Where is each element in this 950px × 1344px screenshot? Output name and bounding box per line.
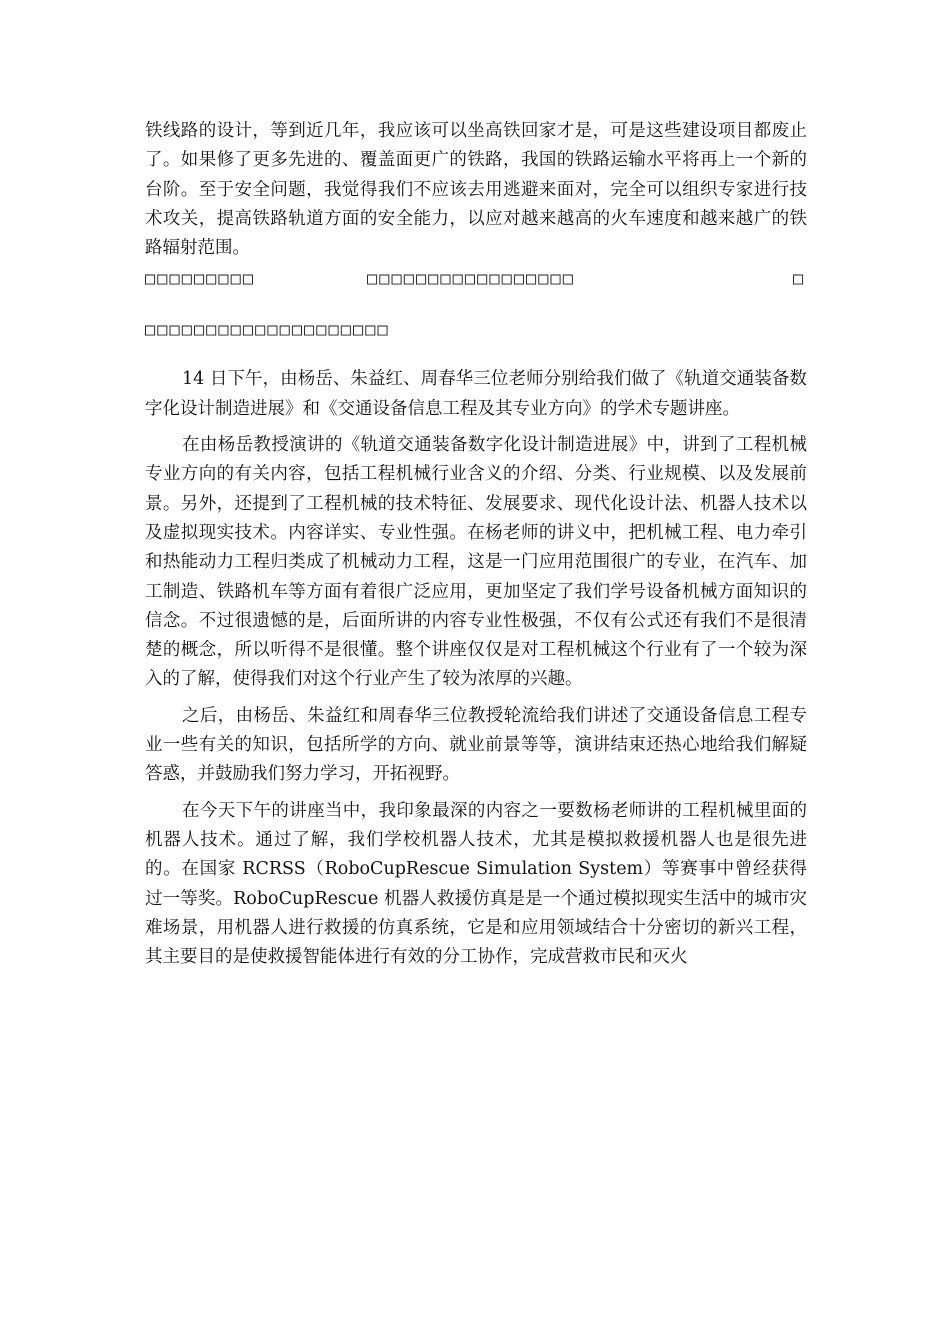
garbled-text: □□□□□□□□□□□□□□□□□□□□ xyxy=(145,320,390,341)
garbled-text: □□□□□□□□□□□□□□□□□ xyxy=(367,269,575,290)
paragraph-lecture-intro: 14 日下午，由杨岳、朱益红、周春华三位老师分别给我们做了《轨道交通装备数字化设计制造进展》和《交通设备信息工程及其专业方向》的学术专题讲座。 xyxy=(145,369,807,419)
paragraph-lecture-content: 在由杨岳教授演讲的《轨道交通装备数字化设计制造进展》中，讲到了工程机械专业方向的有关内容，包括工程机械行业含义的介绍、分类、行业规模、以及发展前景。另外，还提到了工程机械的技术特征、发展要求、现代化设计法、机器人技术以及虚拟现实技术。内容详实、专业性强。在杨老师的讲义中，把机械工程、电力牵引和热能动力工程归类成了机械动力工程，这是一门应用范围很广的专业，在汽车、加工制造、铁路机车等方面有着很广泛应用，更加坚定了我们学号设备机械方面知识的信念。不过很遗憾的是，后面所讲的内容专业性极强，不仅有公式还有我们不是很清楚的概念，所以听得不是很懂。整个讲座仅仅是对工程机械这个行业有了一个较为深入的了解，使得我们对这个行业产生了较为浓厚的兴趣。 xyxy=(145,435,807,690)
paragraph-lecture-followup: 之后，由杨岳、朱益红和周春华三位教授轮流给我们讲述了交通设备信息工程专业一些有关的知识，包括所学的方向、就业前景等等，演讲结束还热心地给我们解疑答惑，并鼓励我们努力学习，开拓视野。 xyxy=(145,705,807,785)
document-page xyxy=(145,117,807,972)
garbled-text: □□□□□□□□□ xyxy=(145,269,256,290)
garbled-heading xyxy=(145,269,807,359)
paragraph-railway-continuation: 铁线路的设计，等到近几年，我应该可以坐高铁回家才是，可是这些建设项目都废止了。如果修了更多先进的、覆盖面更广的铁路，我国的铁路运输水平将再上一个新的台阶。至于安全问题，我觉得我们不应该去用逃避来面对，完全可以组织专家进行技术攻关，提高铁路轨道方面的安全能力，以应对越来越高的火车速度和越来越广的铁路辐射范围。 xyxy=(145,121,807,259)
garbled-text: □ xyxy=(793,269,806,290)
paragraph-robot-technology: 在今天下午的讲座当中，我印象最深的内容之一要数杨老师讲的工程机械里面的机器人技术。通过了解，我们学校机器人技术，尤其是模拟救援机器人也是很先进的。在国家 RCRSS（RoboCupRescue Simulation System）等赛事中曾经获得过一等奖。RoboCupRescue 机器人救援仿真是是一个通过模拟现实生活中的城市灾难场景，用机器人进行救援的仿真系统，它是和应用领域结合十分密切的新兴工程，其主要目的是使救援智能体进行有效的分工协作，完成营救市民和灭火 xyxy=(145,800,807,968)
